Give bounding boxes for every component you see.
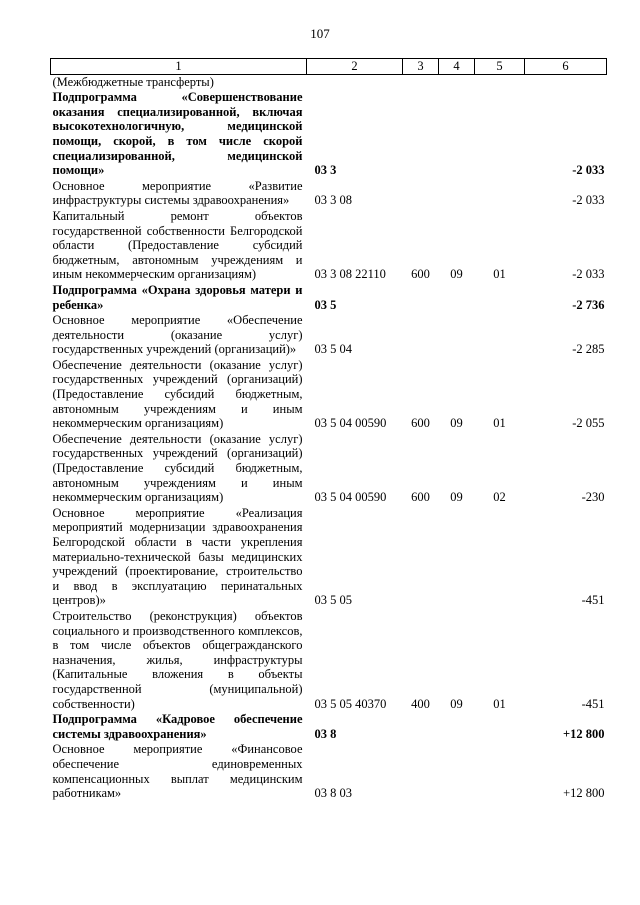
row-amount: -230 — [581, 490, 605, 505]
page-number: 107 — [310, 26, 330, 41]
header-col-3: 3 — [403, 59, 439, 75]
row-code: 03 8 — [314, 726, 337, 741]
row-expense-type — [403, 74, 439, 90]
table-row — [51, 742, 607, 801]
row-subsection — [475, 179, 525, 209]
row-subsection — [475, 712, 525, 742]
row-section: 09 — [450, 416, 463, 431]
row-amount: +12 800 — [563, 726, 605, 741]
row-amount: -2 033 — [572, 163, 605, 178]
row-expense-type: 600 — [411, 490, 430, 505]
row-name: Подпрограмма «Кадровое обеспечение системы здравоохранения» — [52, 712, 303, 741]
table-row — [51, 74, 607, 90]
row-expense-type — [403, 742, 439, 801]
row-section: 09 — [450, 490, 463, 505]
table-row — [51, 506, 607, 609]
row-subsection — [475, 742, 525, 801]
header-col-2: 2 — [307, 59, 403, 75]
table-row — [51, 179, 607, 209]
budget-table — [50, 58, 607, 802]
row-code: 03 5 05 — [314, 593, 352, 608]
row-code — [307, 74, 403, 90]
row-expense-type: 400 — [411, 696, 430, 711]
row-code: 03 8 03 — [314, 786, 352, 801]
row-expense-type: 600 — [411, 416, 430, 431]
row-section: 09 — [450, 267, 463, 282]
row-amount: -2 033 — [572, 193, 605, 208]
row-name: Подпрограмма «Охрана здоровья матери и ребенка» — [52, 282, 303, 312]
row-amount: -451 — [581, 696, 605, 711]
row-name: Основное мероприятие «Развитие инфраструктуры системы здравоохранения» — [52, 178, 303, 208]
row-section — [439, 712, 475, 742]
row-code: 03 5 04 — [314, 342, 352, 357]
table-row — [51, 313, 607, 358]
row-code: 03 5 04 00590 — [314, 416, 387, 431]
row-subsection: 01 — [493, 267, 506, 282]
row-subsection — [475, 506, 525, 609]
row-expense-type — [403, 283, 439, 313]
table-header — [51, 59, 607, 75]
row-name: Основное мероприятие «Реализация мероприятий модернизации здравоохранения Белгородской области в части укрепления материально-технической базы медицинских учреждений (проектирование, строительство и ввод в эксплуатацию перинатальных центров)» — [52, 505, 303, 608]
table-row — [51, 90, 607, 179]
row-name: (Межбюджетные трансферты) — [52, 74, 214, 89]
row-subsection — [475, 90, 525, 179]
row-name: Подпрограмма «Совершенствование оказания специализированной, включая высокотехнологичную, медицинской помощи, скорой, в том числе скорой специализированной, медицинской помощи» — [52, 90, 303, 178]
row-subsection: 02 — [493, 490, 506, 505]
row-subsection — [475, 313, 525, 358]
row-code: 03 5 04 00590 — [314, 490, 387, 505]
row-amount: -2 055 — [572, 416, 605, 431]
row-name: Обеспечение деятельности (оказание услуг) государственных учреждений (организаций) (Предоставление субсидий бюджетным, автономным учреждениям и иным некоммерческим организациям) — [52, 431, 303, 505]
table-row — [51, 712, 607, 742]
header-col-1: 1 — [51, 59, 307, 75]
header-col-4: 4 — [439, 59, 475, 75]
row-subsection: 01 — [493, 696, 506, 711]
row-subsection — [475, 283, 525, 313]
table-row — [51, 432, 607, 506]
header-col-6: 6 — [525, 59, 607, 75]
row-expense-type — [403, 712, 439, 742]
row-name: Основное мероприятие «Обеспечение деятельности (оказание услуг) государственных учреждений (организаций)» — [52, 313, 303, 357]
table-row — [51, 283, 607, 313]
row-code: 03 3 08 22110 — [314, 267, 386, 282]
row-section — [439, 74, 475, 90]
row-section — [439, 90, 475, 179]
row-amount: -2 736 — [572, 297, 605, 312]
header-col-5: 5 — [475, 59, 525, 75]
row-amount: -2 033 — [572, 267, 605, 282]
table-row — [51, 209, 607, 283]
row-name: Основное мероприятие «Финансовое обеспечение единовременных компенсационных выплат медицинским работникам» — [52, 742, 303, 801]
row-name: Капитальный ремонт объектов государственной собственности Белгородской области (Предоставление субсидий бюджетным, автономным учреждениям и иным некоммерческим организациям) — [52, 208, 303, 282]
row-code: 03 5 05 40370 — [314, 696, 387, 711]
row-section: 09 — [450, 696, 463, 711]
header-row — [51, 59, 607, 75]
row-amount: -451 — [581, 593, 605, 608]
row-section — [439, 313, 475, 358]
row-section — [439, 506, 475, 609]
row-code: 03 3 — [314, 163, 337, 178]
row-section — [439, 179, 475, 209]
row-section — [439, 283, 475, 313]
row-subsection: 01 — [493, 416, 506, 431]
row-expense-type — [403, 313, 439, 358]
row-amount — [525, 74, 607, 90]
row-expense-type — [403, 179, 439, 209]
row-amount: -2 285 — [572, 342, 605, 357]
row-subsection — [475, 74, 525, 90]
row-name: Обеспечение деятельности (оказание услуг) государственных учреждений (организаций) (Предоставление субсидий бюджетным, автономным учреждениям и иным некоммерческим организациям) — [52, 357, 303, 431]
row-code: 03 5 — [314, 297, 337, 312]
table-body — [51, 74, 607, 802]
row-expense-type — [403, 90, 439, 179]
table-row — [51, 358, 607, 432]
row-section — [439, 742, 475, 801]
row-expense-type: 600 — [411, 267, 430, 282]
row-code: 03 3 08 — [314, 193, 352, 208]
row-expense-type — [403, 506, 439, 609]
table-row — [51, 609, 607, 712]
row-amount: +12 800 — [563, 786, 605, 801]
row-name: Строительство (реконструкция) объектов социального и производственного комплексов, в том числе объектов общегражданского назначения, жилья, инфраструктуры (Капитальные вложения в объекты государственной (муниципальной) собственности) — [52, 608, 303, 711]
